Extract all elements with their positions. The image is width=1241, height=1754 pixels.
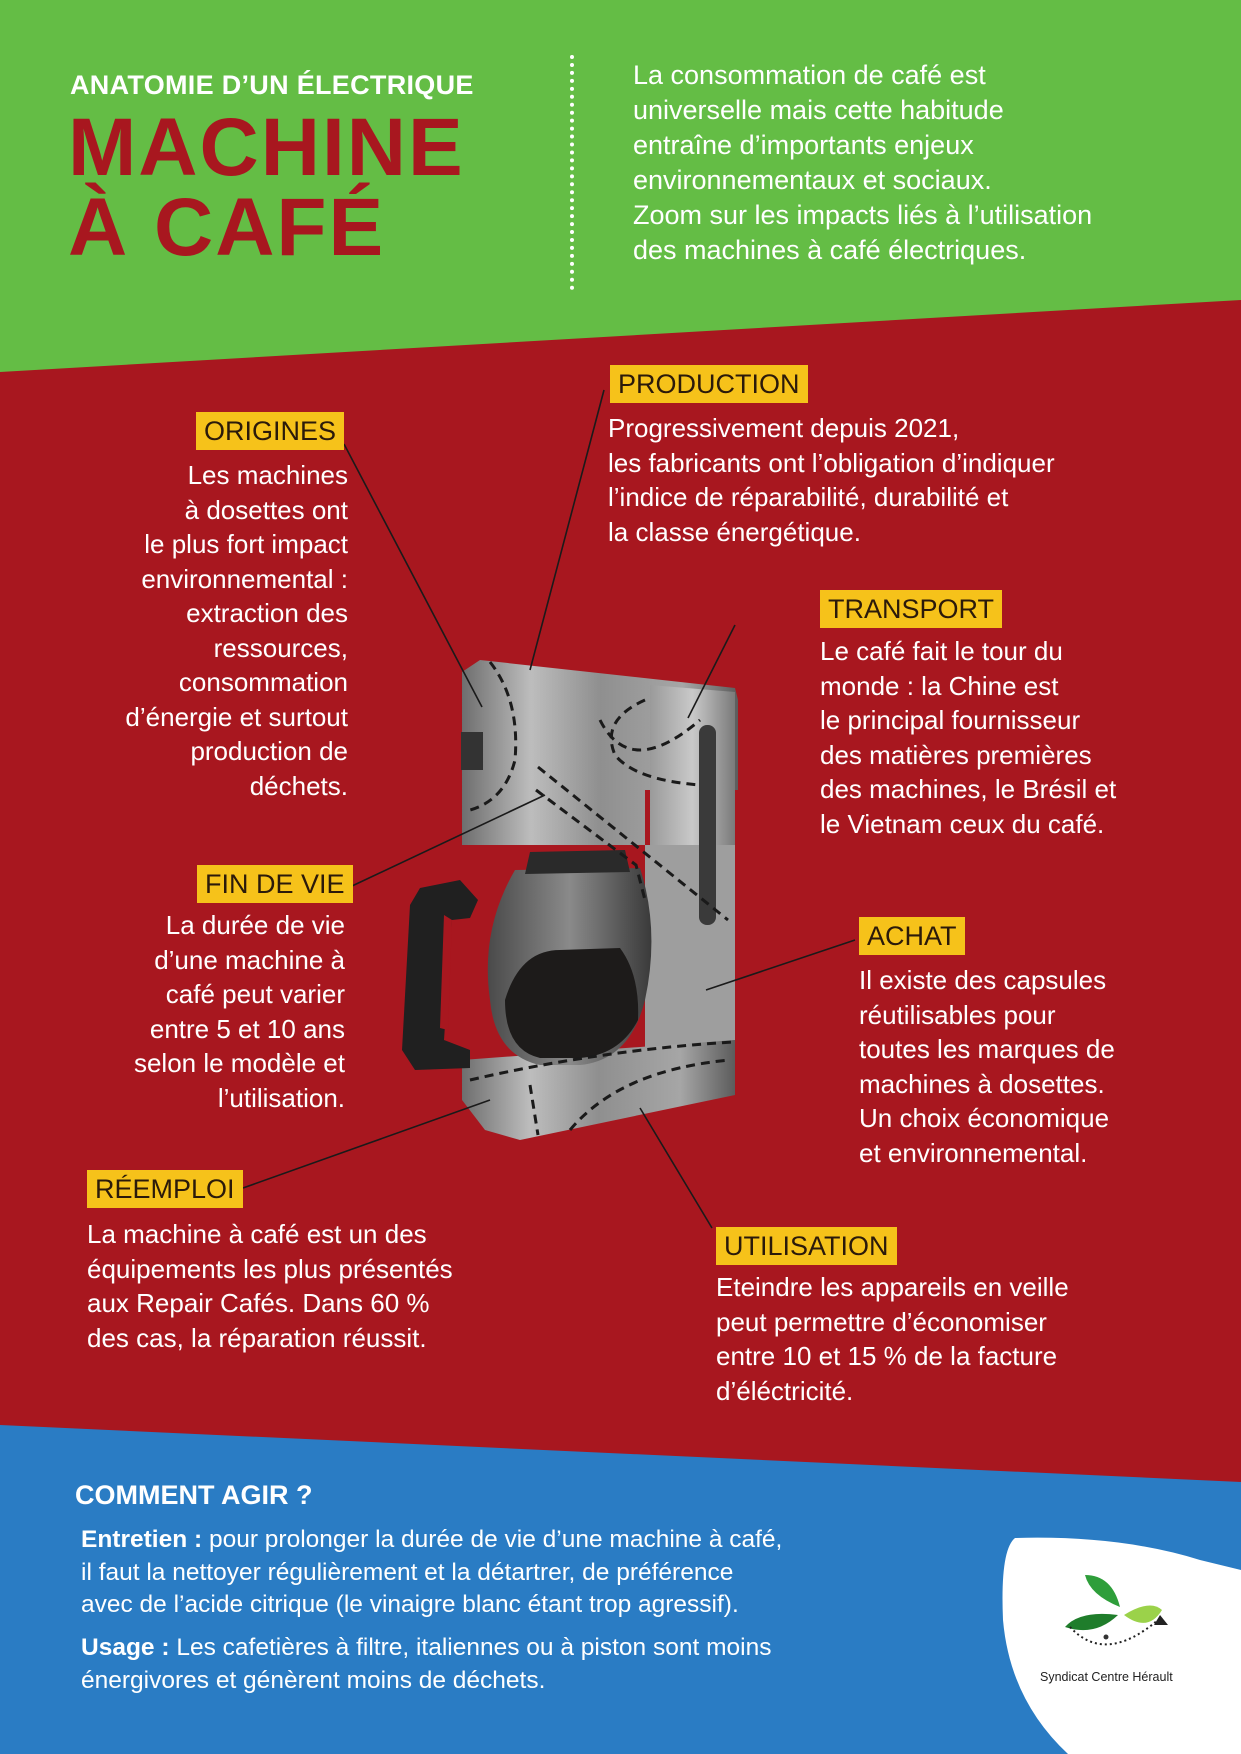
tag-origines: ORIGINES <box>196 412 344 450</box>
tag-transport: TRANSPORT <box>820 590 1002 628</box>
syndicat-logo-icon <box>1050 1565 1180 1670</box>
title-line: MACHINE <box>68 102 465 193</box>
usage-label: Usage : <box>81 1634 170 1661</box>
tag-utilisation: UTILISATION <box>716 1227 897 1265</box>
entretien-paragraph: Entretien : pour prolonger la durée de vie d’une machine à café, il faut la nettoyer régulièrement et la détartrer, de préférence avec de l’acide citrique (le vinaigre blanc étant trop agressif). <box>81 1526 783 1618</box>
title-line: À CAFÉ <box>68 182 386 273</box>
production-text: Progressivement depuis 2021, les fabricants ont l’obligation d’indiquer l’indice de réparabilité, durabilité et la classe énergétique. <box>608 413 1055 547</box>
comment-agir-title: COMMENT AGIR ? <box>75 1480 313 1510</box>
usage-paragraph: Usage : Les cafetières à filtre, italiennes ou à piston sont moins énergivores et génèrent moins de déchets. <box>81 1634 772 1694</box>
utilisation-text: Eteindre les appareils en veille peut permettre d’économiser entre 10 et 15 % de la facture d’éléctricité. <box>716 1272 1069 1406</box>
tag-production: PRODUCTION <box>610 365 808 403</box>
reemploi-text: La machine à café est un des équipements les plus présentés aux Repair Cafés. Dans 60 % des cas, la réparation réussit. <box>87 1219 453 1353</box>
page-kicker: ANATOMIE D’UN ÉLECTRIQUE <box>70 70 474 100</box>
achat-text: Il existe des capsules réutilisables pour toutes les marques de machines à dosettes. Un choix économique et environnemental. <box>859 965 1115 1168</box>
tag-reemploi: RÉEMPLOI <box>87 1170 243 1208</box>
tag-fin-de-vie: FIN DE VIE <box>197 865 353 903</box>
entretien-label: Entretien : <box>81 1526 203 1553</box>
fin-de-vie-text: La durée de vie d’une machine à café peut varier entre 5 et 10 ans selon le modèle et l’utilisation. <box>133 910 345 1113</box>
tag-achat: ACHAT <box>859 917 965 955</box>
origines-text: Les machines à dosettes ont le plus fort impact environnemental : extraction des ressources, consommation d’énergie et surtout production de déchets. <box>125 460 348 801</box>
transport-text: Le café fait le tour du monde : la Chine est le principal fournisseur des matières premières des machines, le Brésil et le Vietnam ceux du café. <box>820 636 1117 839</box>
logo-org-name: Syndicat Centre Hérault <box>1040 1670 1173 1684</box>
intro-text: La consommation de café est universelle mais cette habitude entraîne d’importants enjeux environnementaux et sociaux. Zoom sur les impacts liés à l’utilisation des machines à café électriques. <box>633 60 1093 265</box>
